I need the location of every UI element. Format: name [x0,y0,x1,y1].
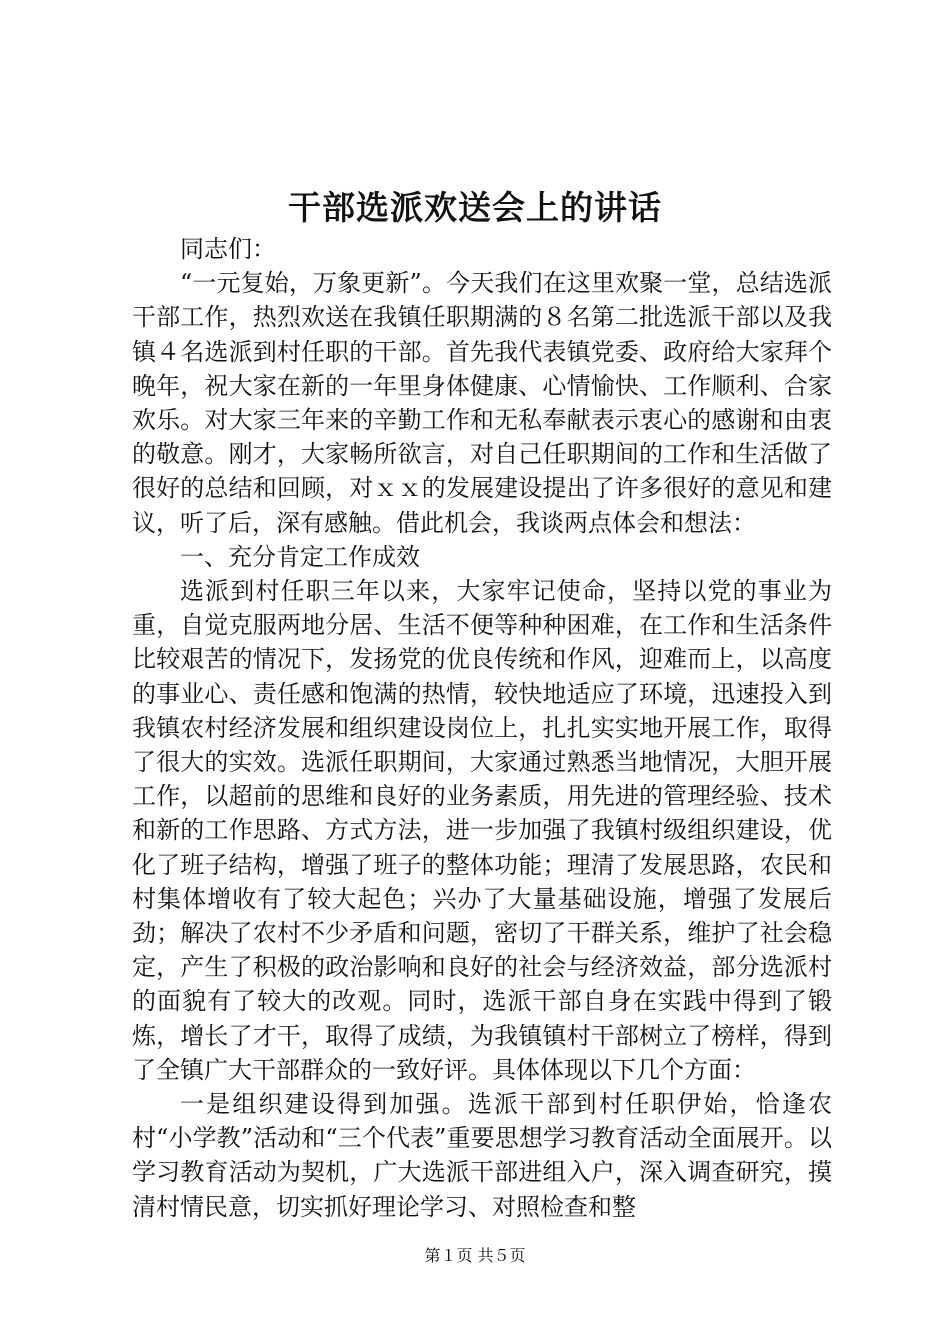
paragraph-achievements: 选派到村任职三年以来，大家牢记使命，坚持以党的事业为重，自觉克服两地分居、生活不便等种种困难，在工作和生活条件比较艰苦的情况下，发扬党的优良传统和作风，迎难而上，以高度的事业心、责任感和饱满的热情，较快地适应了环境，迅速投入到我镇农村经济发展和组织建设岗位上，扎扎实实地开展工作，取得了很大的实效。选派任职期间，大家通过熟悉当地情况，大胆开展工作，以超前的思维和良好的业务素质，用先进的管理经验、技术和新的工作思路、方式方法，进一步加强了我镇村级组织建设，优化了班子结构，增强了班子的整体功能；理清了发展思路，农民和村集体增收有了较大起色；兴办了大量基础设施，增强了发展后劲；解决了农村不少矛盾和问题，密切了干群关系，维护了社会稳定，产生了积极的政治影响和良好的社会与经济效益，部分选派村的面貌有了较大的改观。同时，选派干部自身在实践中得到了锻炼，增长了才干，取得了成绩，为我镇镇村干部树立了榜样，得到了全镇广大干部群众的一致好评。具体体现以下几个方面： [132,577,832,1084]
section-heading-1: 一、充分肯定工作成效 [180,542,420,571]
paragraph-opening: “一元复始，万象更新”。今天我们在这里欢聚一堂，总结选派干部工作，热烈欢送在我镇任职期满的８名第二批选派干部以及我镇４名选派到村任职的干部。首先我代表镇党委、政府给大家拜个晚年，祝大家在新的一年里身体健康、心情愉快、工作顺利、合家欢乐。对大家三年来的辛勤工作和无私奉献表示衷心的感谢和由衷的敬意。刚才，大家畅所欲言，对自己任职期间的工作和生活做了很好的总结和回顾，对ｘｘ的发展建设提出了许多很好的意见和建议，听了后，深有感触。借此机会，我谈两点体会和想法： [132,269,832,537]
paragraph-organization: 一是组织建设得到加强。选派干部到村任职伊始，恰逢农村“小学教”活动和“三个代表”重要思想学习教育活动全面展开。以学习教育活动为契机，广大选派干部进组入户，深入调查研究，摸清村情民意，切实抓好理论学习、对照检查和整 [132,1090,832,1221]
page-footer: 第１页 共５页 [424,1246,526,1265]
document-title: 干部选派欢送会上的讲话 [288,188,662,227]
document-body [132,232,832,1224]
salutation: 同志们： [180,235,276,263]
